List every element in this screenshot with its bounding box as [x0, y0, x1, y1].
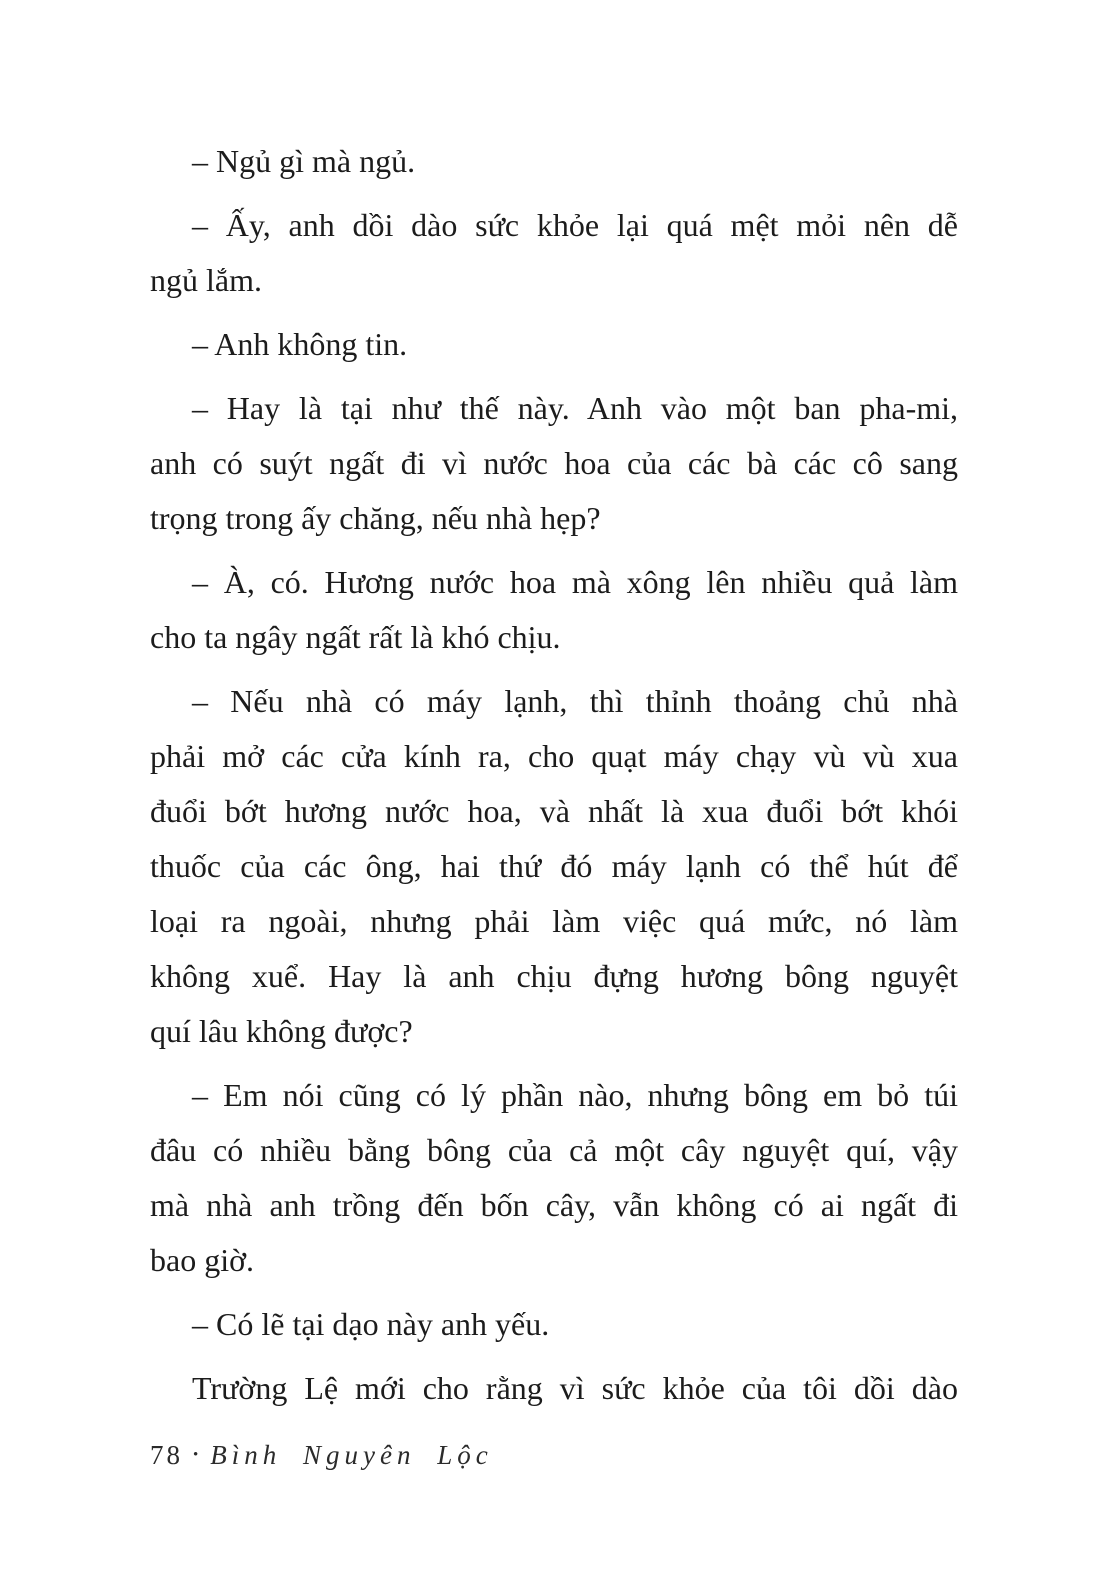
- paragraph-line: phải mở các cửa kính ra, cho quạt máy chạy vù vù xua: [150, 738, 958, 774]
- page-number: 78: [150, 1440, 183, 1470]
- paragraph-line: – Hay là tại như thế này. Anh vào một ban pha-mi,: [192, 390, 958, 426]
- paragraph-line: đâu có nhiều bằng bông của cả một cây nguyệt quí, vậy: [150, 1132, 958, 1168]
- paragraph-line: đuổi bớt hương nước hoa, và nhất là xua đuổi bớt khói: [150, 793, 958, 829]
- footer-separator-dot: •: [193, 1447, 199, 1463]
- paragraph: [150, 134, 958, 189]
- paragraph: [150, 555, 958, 665]
- page-body: [150, 134, 958, 1425]
- page-footer: [150, 1440, 493, 1471]
- paragraph: [150, 1068, 958, 1288]
- paragraph: [150, 381, 958, 546]
- paragraph-line: anh có suýt ngất đi vì nước hoa của các bà các cô sang: [150, 445, 958, 481]
- paragraph: [150, 1361, 958, 1416]
- paragraph-line: trọng trong ấy chăng, nếu nhà hẹp?: [150, 500, 601, 536]
- paragraph: [150, 1297, 958, 1352]
- paragraph-line: – Ấy, anh dồi dào sức khỏe lại quá mệt mỏi nên dễ: [192, 207, 958, 243]
- paragraph-line: – Em nói cũng có lý phần nào, nhưng bông em bỏ túi: [192, 1077, 958, 1113]
- paragraph: [150, 674, 958, 1059]
- paragraph-line: quí lâu không được?: [150, 1013, 413, 1049]
- paragraph-line: – Anh không tin.: [192, 326, 408, 362]
- paragraph: [150, 198, 958, 308]
- paragraph-line: loại ra ngoài, nhưng phải làm việc quá mức, nó làm: [150, 903, 958, 939]
- paragraph-line: – Ngủ gì mà ngủ.: [192, 143, 416, 179]
- paragraph-line: thuốc của các ông, hai thứ đó máy lạnh có thể hút để: [150, 848, 958, 884]
- paragraph-line: không xuể. Hay là anh chịu đựng hương bông nguyệt: [150, 958, 958, 994]
- paragraph: [150, 317, 958, 372]
- paragraph-line: ngủ lắm.: [150, 262, 262, 298]
- paragraph-line: Trường Lệ mới cho rằng vì sức khỏe của tôi dồi dào: [192, 1370, 958, 1406]
- paragraph-line: cho ta ngây ngất rất là khó chịu.: [150, 619, 561, 655]
- footer-author: Bình Nguyên Lộc: [210, 1440, 493, 1470]
- paragraph-line: bao giờ.: [150, 1242, 255, 1278]
- paragraph-line: – Có lẽ tại dạo này anh yếu.: [192, 1306, 550, 1342]
- paragraph-line: mà nhà anh trồng đến bốn cây, vẫn không có ai ngất đi: [150, 1187, 958, 1223]
- paragraph-line: – Nếu nhà có máy lạnh, thì thỉnh thoảng chủ nhà: [192, 683, 958, 719]
- paragraph-line: – À, có. Hương nước hoa mà xông lên nhiều quả làm: [192, 564, 958, 600]
